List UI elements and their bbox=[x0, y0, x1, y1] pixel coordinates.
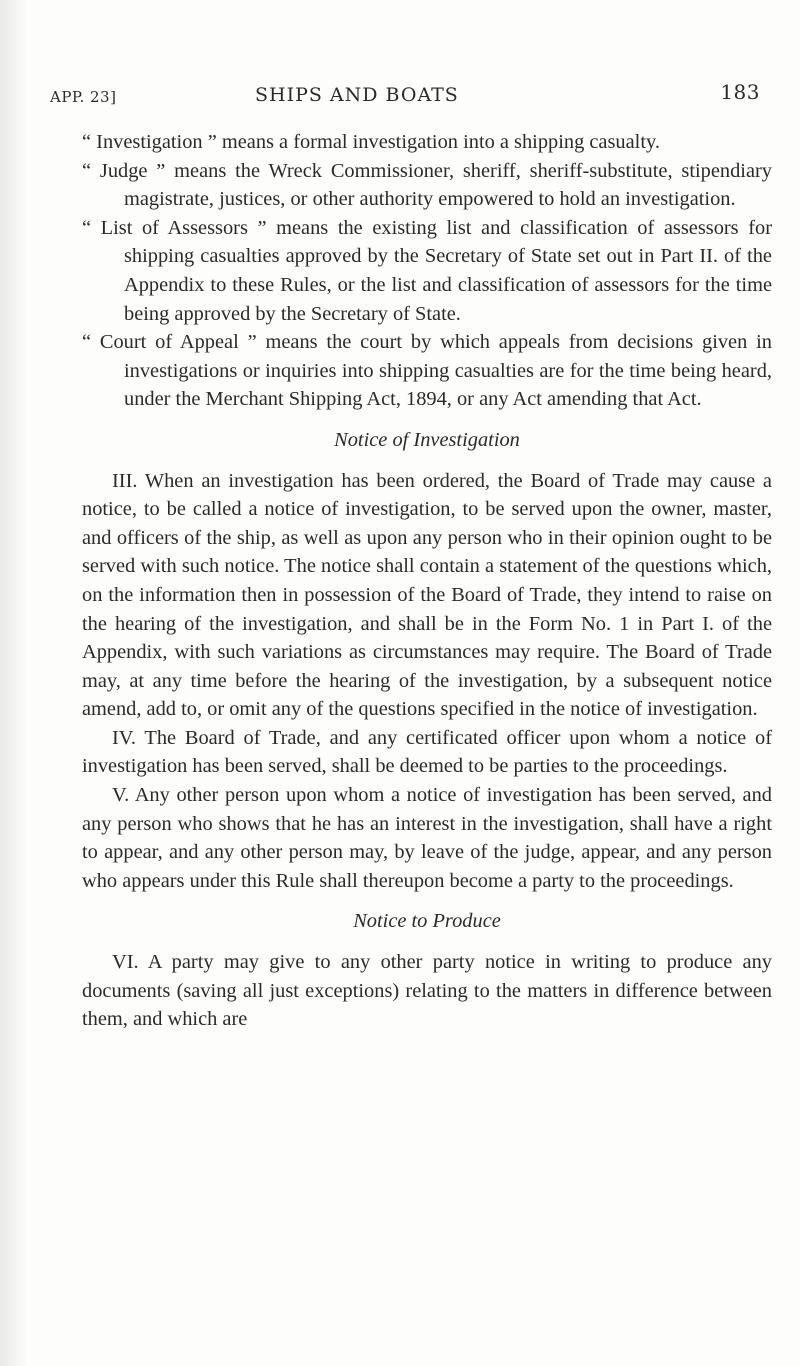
definition-investigation: “ Investigation ” means a formal investigation into a shipping casualty. bbox=[82, 131, 660, 153]
appendix-marker: APP. 23] bbox=[50, 88, 117, 106]
page-gutter-shadow bbox=[0, 0, 28, 1366]
page-body bbox=[82, 128, 772, 1034]
section-heading-notice-to-produce: Notice to Produce bbox=[353, 910, 501, 933]
page-number: 183 bbox=[720, 80, 760, 104]
definition-court-of-appeal: “ Court of Appeal ” means the court by which appeals from decisions given in investigations or inquiries into shipping casualties are for the time being heard, under the Merchant Shipping Act, 1894, or any Act amending that Act. bbox=[82, 331, 772, 411]
section-heading-notice-of-investigation: Notice of Investigation bbox=[334, 428, 520, 451]
chapter-title: SHIPS AND BOATS bbox=[255, 84, 459, 106]
rule-iii: III. When an investigation has been ordered, the Board of Trade may cause a notice, to be called a notice of investigation, to be served upon the owner, master, and officers of the ship, as well as upon any person who in their opinion ought to be served with such notice. The notice shall contain a statement of the questions which, on the information then in possession of the Board of Trade, they intend to raise on the hearing of the investigation, and shall be in the Form No. 1 in Part I. of the Appendix, with such variations as circumstances may require. The Board of Trade may, at any time before the hearing of the investigation, by a subsequent notice amend, add to, or omit any of the questions specified in the notice of investigation. bbox=[82, 469, 772, 721]
definition-list-of-assessors: “ List of Assessors ” means the existing list and classification of assessors for shipping casualties approved by the Secretary of State set out in Part II. of the Appendix to these Rules, or the list and classification of assessors for the time being approved by the Secretary of State. bbox=[82, 216, 772, 325]
definition-judge: “ Judge ” means the Wreck Commissioner, sheriff, sheriff-substitute, stipendiary magistrate, justices, or other authority empowered to hold an investigation. bbox=[82, 159, 772, 211]
rule-iv: IV. The Board of Trade, and any certificated officer upon whom a notice of investigation has been served, shall be deemed to be parties to the proceedings. bbox=[82, 726, 772, 778]
running-head bbox=[50, 80, 790, 114]
rule-v: V. Any other person upon whom a notice of investigation has been served, and any person who shows that he has an interest in the investigation, shall have a right to appear, and any other person may, by leave of the judge, appear, and any person who appears under this Rule shall thereupon become a party to the proceedings. bbox=[82, 784, 772, 892]
rule-vi: VI. A party may give to any other party notice in writing to produce any documents (saving all just exceptions) relating to the matters in difference between them, and which are bbox=[82, 951, 772, 1031]
